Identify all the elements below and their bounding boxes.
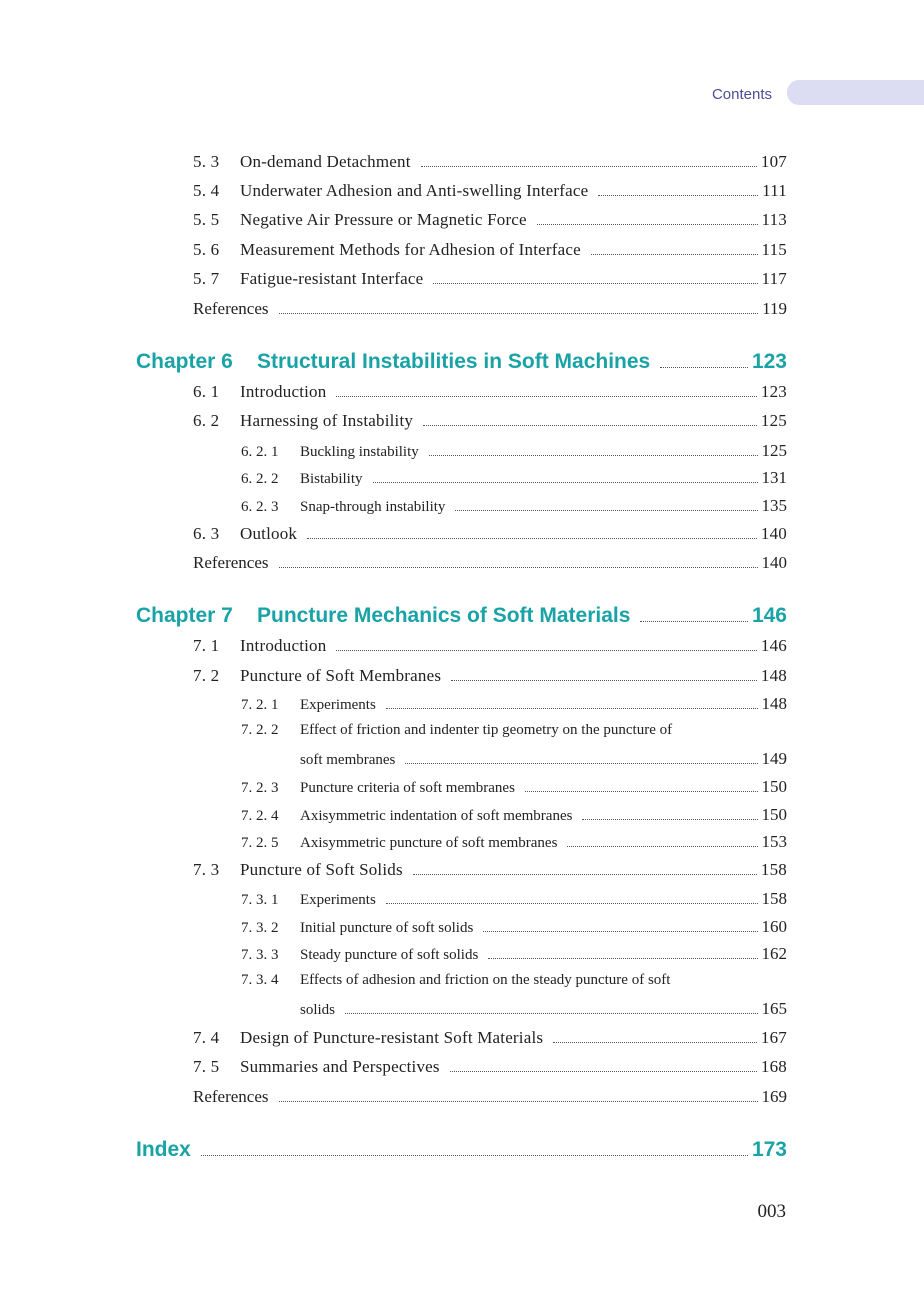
toc-subentry[interactable] bbox=[241, 889, 787, 909]
dot-leader bbox=[537, 224, 758, 225]
entry-page: 158 bbox=[761, 889, 787, 908]
toc-subentry[interactable] bbox=[241, 722, 787, 739]
running-header: Contents bbox=[711, 86, 772, 103]
entry-page: 123 bbox=[760, 382, 787, 401]
entry-number: 6. 1 bbox=[193, 382, 220, 401]
dot-leader bbox=[591, 254, 758, 255]
toc-references[interactable] bbox=[193, 299, 787, 319]
entry-number: 5. 3 bbox=[193, 152, 220, 171]
dot-leader bbox=[660, 367, 748, 368]
entry-page: 135 bbox=[761, 496, 787, 515]
dot-leader bbox=[567, 846, 757, 847]
dot-leader bbox=[483, 931, 757, 932]
entry-number: 6. 2 bbox=[193, 411, 220, 430]
entry-page: 146 bbox=[760, 636, 787, 655]
entry-number: 7. 3. 1 bbox=[241, 892, 279, 908]
toc-subentry[interactable] bbox=[241, 777, 787, 797]
entry-number: 7. 3. 4 bbox=[241, 972, 279, 988]
entry-page: 168 bbox=[760, 1057, 787, 1076]
chapter-title: Structural Instabilities in Soft Machines bbox=[257, 350, 651, 373]
entry-page: 150 bbox=[761, 805, 787, 824]
entry-number: 6. 2. 1 bbox=[241, 444, 279, 460]
entry-number: 7. 2. 1 bbox=[241, 697, 279, 713]
chapter-number: Chapter 6 bbox=[136, 350, 233, 373]
entry-page: 165 bbox=[761, 999, 787, 1018]
entry-title: Introduction bbox=[240, 636, 327, 655]
entry-title: Fatigue-resistant Interface bbox=[240, 269, 424, 288]
entry-page: 125 bbox=[761, 441, 787, 460]
dot-leader bbox=[201, 1155, 748, 1156]
dot-leader bbox=[386, 708, 758, 709]
entry-number: 7. 3. 2 bbox=[241, 920, 279, 936]
entry-page: 111 bbox=[762, 181, 787, 200]
chapter-title: Puncture Mechanics of Soft Materials bbox=[257, 604, 631, 627]
toc-entry[interactable] bbox=[193, 411, 787, 431]
entry-title: Underwater Adhesion and Anti-swelling Interface bbox=[240, 181, 589, 200]
toc-subentry[interactable] bbox=[241, 917, 787, 937]
entry-page: 140 bbox=[761, 553, 787, 572]
page-number: 003 bbox=[757, 1201, 786, 1222]
entry-number: 7. 3. 3 bbox=[241, 947, 279, 963]
entry-title: Design of Puncture-resistant Soft Materials bbox=[240, 1028, 544, 1047]
entry-title: Summaries and Perspectives bbox=[240, 1057, 440, 1076]
entry-title: Negative Air Pressure or Magnetic Force bbox=[240, 210, 527, 229]
entry-title-continued: solids bbox=[300, 1002, 336, 1018]
entry-number: 5. 4 bbox=[193, 181, 220, 200]
chapter-page: 123 bbox=[751, 350, 787, 373]
toc-entry[interactable] bbox=[193, 269, 787, 289]
entry-page: 167 bbox=[760, 1028, 787, 1047]
dot-leader bbox=[582, 819, 757, 820]
entry-title: Buckling instability bbox=[300, 444, 419, 460]
toc-entry[interactable] bbox=[193, 524, 787, 544]
dot-leader bbox=[336, 396, 756, 397]
toc-subentry[interactable] bbox=[241, 805, 787, 825]
entry-number: 7. 2. 4 bbox=[241, 808, 279, 824]
entry-number: 7. 2. 5 bbox=[241, 835, 279, 851]
entry-title: Puncture criteria of soft membranes bbox=[300, 780, 515, 796]
dot-leader bbox=[386, 903, 758, 904]
toc-entry[interactable] bbox=[193, 1057, 787, 1077]
dot-leader bbox=[455, 510, 757, 511]
dot-leader bbox=[307, 538, 757, 539]
toc-entry[interactable] bbox=[193, 1028, 787, 1048]
toc-entry[interactable] bbox=[193, 860, 787, 880]
chapter-number: Chapter 7 bbox=[136, 604, 233, 627]
toc-subentry-continuation[interactable] bbox=[300, 999, 787, 1019]
entry-number: 7. 5 bbox=[193, 1057, 220, 1076]
entry-title: Introduction bbox=[240, 382, 327, 401]
index-heading[interactable] bbox=[136, 1138, 787, 1162]
dot-leader bbox=[345, 1013, 757, 1014]
index-page: 173 bbox=[751, 1138, 787, 1161]
toc-entry[interactable] bbox=[193, 240, 787, 260]
toc-references[interactable] bbox=[193, 1087, 787, 1107]
toc-subentry[interactable] bbox=[241, 944, 787, 964]
entry-title: Snap-through instability bbox=[300, 499, 446, 515]
entry-page: 148 bbox=[761, 694, 787, 713]
entry-page: 148 bbox=[760, 666, 787, 685]
toc-entry[interactable] bbox=[193, 181, 787, 201]
entry-number: 5. 7 bbox=[193, 269, 220, 288]
dot-leader bbox=[488, 958, 757, 959]
entry-title: Experiments bbox=[300, 697, 376, 713]
toc-subentry[interactable] bbox=[241, 468, 787, 488]
dot-leader bbox=[413, 874, 757, 875]
entry-page: 131 bbox=[761, 468, 787, 487]
entry-title: Puncture of Soft Membranes bbox=[240, 666, 442, 685]
entry-page: 162 bbox=[761, 944, 787, 963]
toc-entry[interactable] bbox=[193, 152, 787, 172]
dot-leader bbox=[423, 425, 757, 426]
toc-subentry[interactable] bbox=[241, 832, 787, 852]
entry-page: 117 bbox=[761, 269, 787, 288]
entry-page: 149 bbox=[761, 749, 787, 768]
entry-page: 125 bbox=[760, 411, 787, 430]
chapter-page: 146 bbox=[751, 604, 787, 627]
dot-leader bbox=[373, 482, 758, 483]
toc-entry[interactable] bbox=[193, 382, 787, 402]
entry-number: 5. 5 bbox=[193, 210, 220, 229]
toc-subentry[interactable] bbox=[241, 496, 787, 516]
entry-number: 6. 3 bbox=[193, 524, 220, 543]
entry-page: 169 bbox=[761, 1087, 787, 1106]
toc-subentry-continuation[interactable] bbox=[300, 749, 787, 769]
dot-leader bbox=[640, 621, 748, 622]
dot-leader bbox=[279, 1101, 758, 1102]
toc-entry[interactable] bbox=[193, 636, 787, 656]
toc-entry[interactable] bbox=[193, 666, 787, 686]
entry-title: Initial puncture of soft solids bbox=[300, 920, 474, 936]
entry-page: 119 bbox=[762, 299, 787, 318]
entry-page: 115 bbox=[761, 240, 787, 259]
entry-page: 160 bbox=[761, 917, 787, 936]
dot-leader bbox=[525, 791, 758, 792]
toc-entry[interactable] bbox=[193, 210, 787, 230]
entry-title: Axisymmetric indentation of soft membranes bbox=[300, 808, 573, 824]
entry-title: Puncture of Soft Solids bbox=[240, 860, 403, 879]
entry-number: 7. 1 bbox=[193, 636, 220, 655]
chapter-heading[interactable] bbox=[136, 604, 787, 628]
entry-page: 113 bbox=[761, 210, 787, 229]
entry-number: 6. 2. 2 bbox=[241, 471, 279, 487]
entry-title: On-demand Detachment bbox=[240, 152, 411, 171]
entry-number: 7. 2. 3 bbox=[241, 780, 279, 796]
header-tab-decoration bbox=[787, 80, 924, 105]
entry-title-continued: soft membranes bbox=[300, 752, 396, 768]
index-title: Index bbox=[136, 1138, 191, 1161]
entry-page: 153 bbox=[761, 832, 787, 851]
entry-number: 6. 2. 3 bbox=[241, 499, 279, 515]
toc-references[interactable] bbox=[193, 553, 787, 573]
entry-number: 7. 2 bbox=[193, 666, 220, 685]
entry-title: Measurement Methods for Adhesion of Interface bbox=[240, 240, 581, 259]
entry-page: 107 bbox=[760, 152, 787, 171]
dot-leader bbox=[405, 763, 757, 764]
entry-title: Effect of friction and indenter tip geometry on the puncture of bbox=[300, 722, 673, 738]
dot-leader bbox=[421, 166, 757, 167]
entry-title: Axisymmetric puncture of soft membranes bbox=[300, 835, 558, 851]
entry-title: References bbox=[193, 299, 269, 318]
entry-page: 158 bbox=[760, 860, 787, 879]
entry-title: Bistability bbox=[300, 471, 363, 487]
dot-leader bbox=[553, 1042, 757, 1043]
entry-page: 140 bbox=[760, 524, 787, 543]
entry-number: 7. 4 bbox=[193, 1028, 220, 1047]
dot-leader bbox=[450, 1071, 757, 1072]
entry-number: 5. 6 bbox=[193, 240, 220, 259]
entry-title: Outlook bbox=[240, 524, 298, 543]
entry-title: References bbox=[193, 1087, 269, 1106]
entry-number: 7. 3 bbox=[193, 860, 220, 879]
dot-leader bbox=[336, 650, 756, 651]
entry-title: Harnessing of Instability bbox=[240, 411, 414, 430]
dot-leader bbox=[451, 680, 757, 681]
toc-subentry[interactable] bbox=[241, 694, 787, 714]
toc-subentry[interactable] bbox=[241, 441, 787, 461]
dot-leader bbox=[279, 313, 759, 314]
entry-page: 150 bbox=[761, 777, 787, 796]
chapter-heading[interactable] bbox=[136, 350, 787, 374]
entry-number: 7. 2. 2 bbox=[241, 722, 279, 738]
toc-subentry[interactable] bbox=[241, 972, 787, 989]
entry-title: Effects of adhesion and friction on the steady puncture of soft bbox=[300, 972, 671, 988]
dot-leader bbox=[429, 455, 758, 456]
entry-title: References bbox=[193, 553, 269, 572]
dot-leader bbox=[433, 283, 757, 284]
entry-title: Experiments bbox=[300, 892, 376, 908]
entry-title: Steady puncture of soft solids bbox=[300, 947, 479, 963]
dot-leader bbox=[598, 195, 758, 196]
dot-leader bbox=[279, 567, 758, 568]
